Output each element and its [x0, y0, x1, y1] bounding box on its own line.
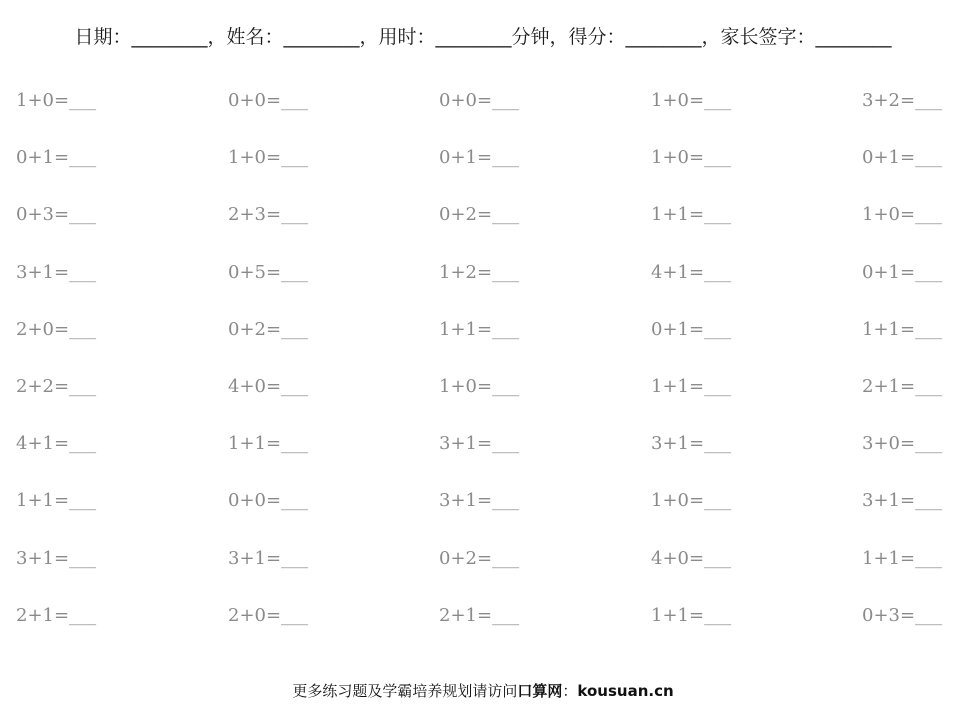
math-problem: 0+3=___	[16, 204, 97, 225]
math-problem: 3+1=___	[651, 433, 732, 454]
math-problem: 4+1=___	[651, 262, 732, 283]
math-problem: 3+1=___	[439, 490, 520, 511]
footer-prefix: 更多练习题及学霸培养规划请访问	[292, 682, 518, 700]
math-problem: 2+3=___	[228, 204, 309, 225]
math-problem: 1+0=___	[651, 90, 732, 111]
math-problem: 0+1=___	[862, 147, 943, 168]
math-problem: 0+0=___	[228, 490, 309, 511]
math-problem: 1+0=___	[439, 376, 520, 397]
math-problem: 0+1=___	[439, 147, 520, 168]
math-problem: 3+2=___	[862, 90, 943, 111]
footer-separator: ：	[562, 682, 578, 700]
math-problem: 4+0=___	[651, 548, 732, 569]
math-problem: 0+1=___	[862, 262, 943, 283]
math-problem: 2+1=___	[16, 605, 97, 626]
math-problem: 3+1=___	[16, 262, 97, 283]
footer-promo	[0, 680, 966, 702]
math-problem: 3+1=___	[439, 433, 520, 454]
math-problem: 2+0=___	[16, 319, 97, 340]
math-problem: 3+1=___	[16, 548, 97, 569]
math-problem: 0+3=___	[862, 605, 943, 626]
math-problem: 3+1=___	[862, 490, 943, 511]
worksheet-header: 日期：________，姓名：________，用时：________分钟，得分：________，家长签字：________	[74, 26, 892, 48]
math-problem: 1+1=___	[16, 490, 97, 511]
math-problem: 3+1=___	[228, 548, 309, 569]
math-problem: 1+1=___	[651, 605, 732, 626]
math-problem: 0+2=___	[439, 204, 520, 225]
math-problem: 2+2=___	[16, 376, 97, 397]
math-problem: 1+1=___	[651, 204, 732, 225]
math-problem: 4+0=___	[228, 376, 309, 397]
math-problem: 1+0=___	[16, 90, 97, 111]
math-problem: 1+0=___	[228, 147, 309, 168]
footer-brand: 口算网	[517, 682, 563, 700]
math-problem: 2+0=___	[228, 605, 309, 626]
math-problem: 2+1=___	[862, 376, 943, 397]
math-problem: 0+5=___	[228, 262, 309, 283]
math-problem: 1+2=___	[439, 262, 520, 283]
math-problem: 4+1=___	[16, 433, 97, 454]
math-problem: 0+1=___	[16, 147, 97, 168]
math-problem: 0+1=___	[651, 319, 732, 340]
math-problem: 0+2=___	[228, 319, 309, 340]
math-problem: 0+0=___	[439, 90, 520, 111]
math-problem: 1+1=___	[862, 319, 943, 340]
math-problem: 1+1=___	[651, 376, 732, 397]
math-problem: 1+0=___	[651, 147, 732, 168]
footer-site: kousuan.cn	[577, 682, 674, 700]
math-problem: 1+0=___	[862, 204, 943, 225]
math-problem: 1+1=___	[862, 548, 943, 569]
math-problem: 1+1=___	[439, 319, 520, 340]
math-problem: 0+2=___	[439, 548, 520, 569]
math-problem: 1+0=___	[651, 490, 732, 511]
math-problem: 0+0=___	[228, 90, 309, 111]
math-problem: 3+0=___	[862, 433, 943, 454]
math-problem: 2+1=___	[439, 605, 520, 626]
math-problem: 1+1=___	[228, 433, 309, 454]
